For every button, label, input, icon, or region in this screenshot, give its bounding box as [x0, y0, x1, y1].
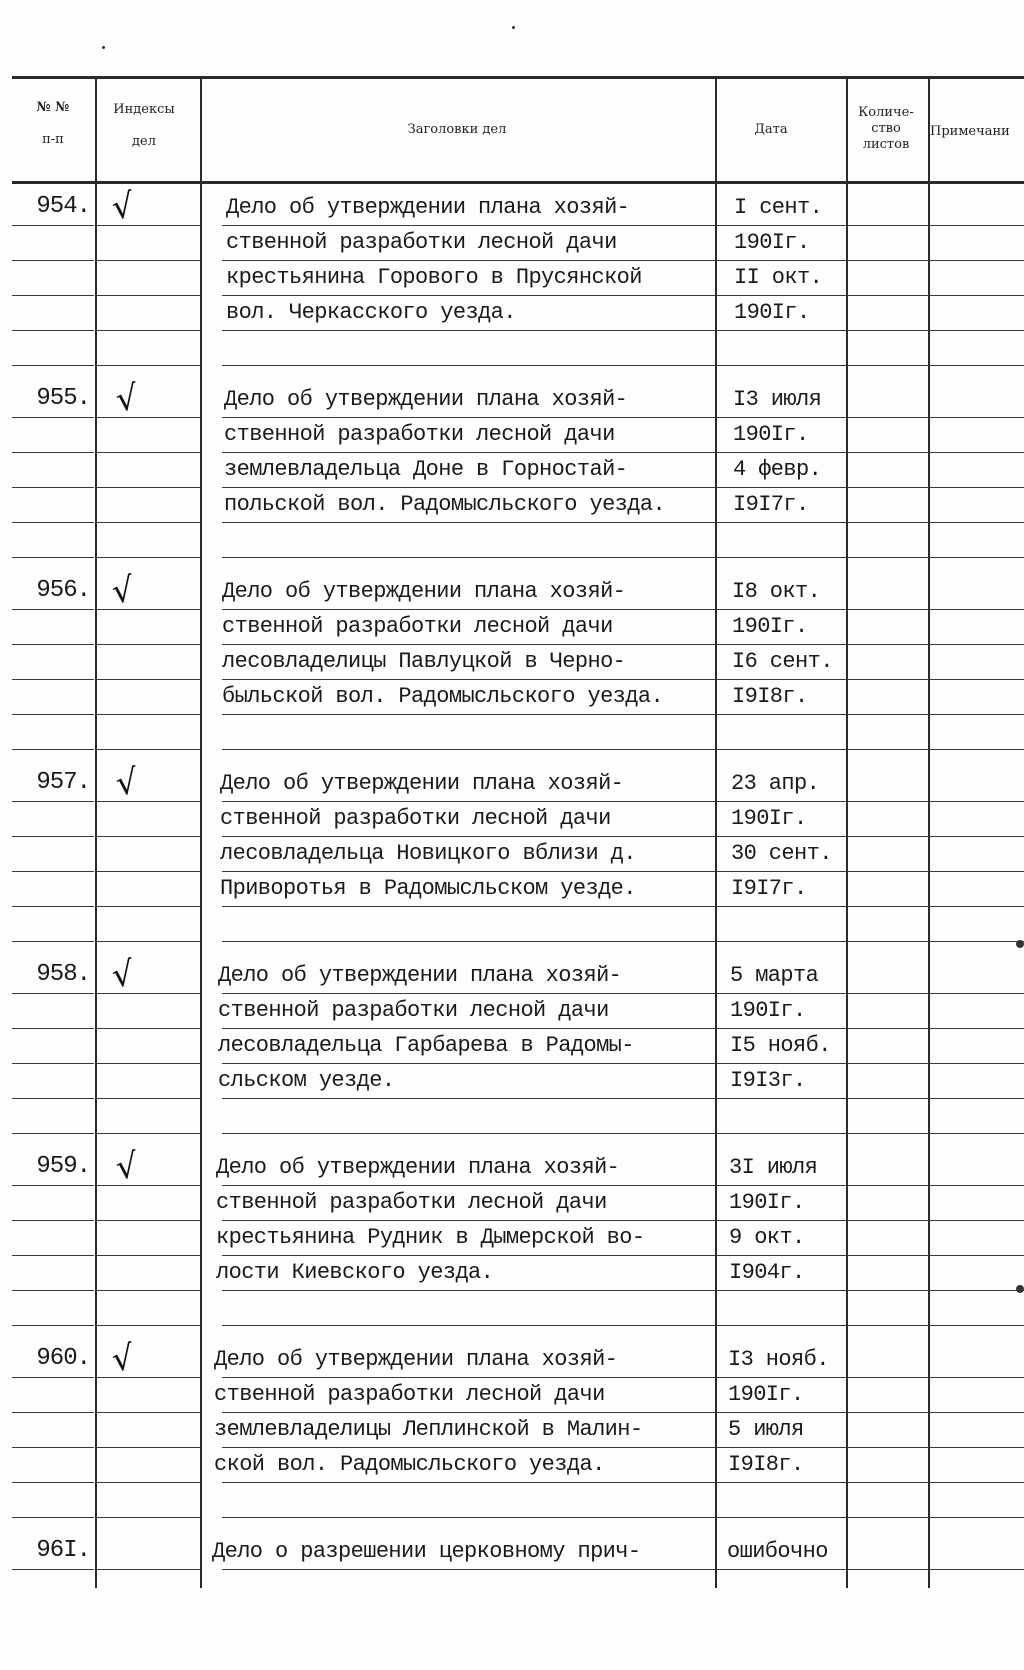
- row-rule: [848, 365, 1024, 366]
- row-rule: [97, 714, 200, 715]
- col-divider-date: [846, 78, 848, 1588]
- case-date: I9I7г.: [733, 492, 809, 517]
- case-date: I9I8г.: [728, 1452, 804, 1477]
- header-titles: Заголовки дел: [407, 122, 507, 137]
- row-rule: [222, 644, 715, 645]
- case-title-line: лости Киевского уезда.: [216, 1260, 494, 1285]
- row-rule: [222, 871, 715, 872]
- case-title-line: Дело об утверждении плана хозяй-: [220, 771, 624, 796]
- row-rule: [12, 1447, 94, 1448]
- row-rule: [12, 906, 94, 907]
- row-rule: [97, 295, 200, 296]
- row-rule: [717, 1290, 846, 1291]
- checkmark-icon: √: [113, 1145, 141, 1189]
- row-rule: [717, 295, 846, 296]
- row-rule: [97, 1412, 200, 1413]
- row-rule: [848, 871, 1024, 872]
- case-date: I9I8г.: [732, 684, 808, 709]
- row-rule: [12, 1185, 94, 1186]
- entry-number: 957.: [36, 769, 90, 796]
- case-title-line: Дело об утверждении плана хозяй-: [224, 387, 628, 412]
- row-rule: [12, 1412, 94, 1413]
- case-date: I8 окт.: [732, 579, 821, 604]
- row-rule: [222, 906, 715, 907]
- row-rule: [97, 330, 200, 331]
- row-rule: [97, 1377, 200, 1378]
- case-title-line: лесовладельца Новицкого вблизи д.: [220, 841, 636, 866]
- row-rule: [222, 365, 715, 366]
- row-rule: [222, 679, 715, 680]
- row-rule: [222, 1482, 715, 1483]
- row-rule: [848, 1569, 1024, 1570]
- case-title-line: Дело о разрешении церковному прич-: [212, 1539, 641, 1564]
- row-rule: [848, 1290, 1024, 1291]
- header-sheets-3: листов: [862, 137, 910, 152]
- checkmark-icon: √: [109, 953, 137, 997]
- row-rule: [12, 1517, 94, 1518]
- case-date: I3 нояб.: [728, 1347, 829, 1372]
- row-rule: [97, 365, 200, 366]
- row-rule: [848, 609, 1024, 610]
- row-rule: [222, 1185, 715, 1186]
- row-rule: [12, 417, 94, 418]
- row-rule: [97, 452, 200, 453]
- row-rule: [848, 801, 1024, 802]
- row-rule: [12, 452, 94, 453]
- header-index-label: Индексы: [113, 102, 175, 117]
- header-top-rule: [12, 76, 1024, 79]
- row-rule: [848, 1133, 1024, 1134]
- row-rule: [97, 557, 200, 558]
- row-rule: [848, 644, 1024, 645]
- row-rule: [12, 557, 94, 558]
- row-rule: [717, 714, 846, 715]
- row-rule: [12, 714, 94, 715]
- row-rule: [222, 295, 715, 296]
- row-rule: [848, 1517, 1024, 1518]
- row-rule: [717, 487, 846, 488]
- row-rule: [717, 522, 846, 523]
- case-title-line: ственной разработки лесной дачи: [218, 998, 609, 1023]
- row-rule: [12, 836, 94, 837]
- row-rule: [717, 417, 846, 418]
- entry-number: 956.: [36, 577, 90, 604]
- row-rule: [97, 1220, 200, 1221]
- row-rule: [222, 714, 715, 715]
- checkmark-icon: √: [109, 1337, 137, 1381]
- case-title-line: лесовладельца Гарбарева в Радомы-: [218, 1033, 634, 1058]
- row-rule: [717, 993, 846, 994]
- case-title-line: лесовладелицы Павлуцкой в Черно-: [222, 649, 626, 674]
- row-rule: [848, 1377, 1024, 1378]
- header-bottom-rule: [12, 181, 1024, 184]
- row-rule: [222, 225, 715, 226]
- row-rule: [222, 836, 715, 837]
- row-rule: [222, 749, 715, 750]
- header-index-sub: дел: [132, 134, 156, 149]
- row-rule: [12, 941, 94, 942]
- row-rule: [717, 365, 846, 366]
- row-rule: [97, 1325, 200, 1326]
- case-date: 3I июля: [729, 1155, 818, 1180]
- checkmark-icon: √: [109, 569, 137, 613]
- row-rule: [717, 749, 846, 750]
- row-rule: [848, 487, 1024, 488]
- row-rule: [848, 1098, 1024, 1099]
- row-rule: [717, 1098, 846, 1099]
- entry-number: 959.: [36, 1153, 90, 1180]
- row-rule: [97, 1133, 200, 1134]
- col-divider-sheets: [928, 78, 930, 1588]
- row-rule: [848, 1185, 1024, 1186]
- case-title-line: крестьянина Горового в Прусянской: [226, 265, 642, 290]
- row-rule: [97, 801, 200, 802]
- row-rule: [12, 679, 94, 680]
- row-rule: [222, 1290, 715, 1291]
- case-date: ошибочно: [727, 1539, 828, 1564]
- entry-number: 955.: [36, 385, 90, 412]
- row-rule: [12, 993, 94, 994]
- row-rule: [717, 679, 846, 680]
- stray-mark: [1016, 940, 1024, 948]
- row-rule: [222, 941, 715, 942]
- col-divider-num: [95, 78, 97, 1588]
- row-rule: [848, 993, 1024, 994]
- row-rule: [717, 1063, 846, 1064]
- row-rule: [12, 644, 94, 645]
- case-date: I9I7г.: [731, 876, 807, 901]
- row-rule: [97, 225, 200, 226]
- case-date: 190Iг.: [734, 300, 810, 325]
- row-rule: [97, 871, 200, 872]
- stray-mark: [512, 26, 515, 29]
- case-date: I904г.: [729, 1260, 805, 1285]
- case-title-line: ственной разработки лесной дачи: [216, 1190, 607, 1215]
- row-rule: [12, 1377, 94, 1378]
- row-rule: [848, 1220, 1024, 1221]
- stray-mark: [102, 46, 105, 49]
- case-title-line: польской вол. Радомысльского уезда.: [224, 492, 666, 517]
- header-sheets-1: Количе-: [858, 105, 914, 120]
- row-rule: [222, 557, 715, 558]
- row-rule: [12, 365, 94, 366]
- row-rule: [848, 714, 1024, 715]
- row-rule: [97, 1255, 200, 1256]
- row-rule: [97, 941, 200, 942]
- col-divider-titles: [715, 78, 717, 1588]
- row-rule: [12, 871, 94, 872]
- row-rule: [848, 1255, 1024, 1256]
- case-title-line: быльской вол. Радомысльского уезда.: [222, 684, 664, 709]
- row-rule: [222, 1255, 715, 1256]
- row-rule: [222, 1063, 715, 1064]
- row-rule: [12, 225, 94, 226]
- row-rule: [717, 452, 846, 453]
- row-rule: [717, 557, 846, 558]
- row-rule: [717, 644, 846, 645]
- checkmark-icon: √: [113, 761, 141, 805]
- case-date: 190Iг.: [729, 1190, 805, 1215]
- row-rule: [12, 1133, 94, 1134]
- row-rule: [848, 417, 1024, 418]
- row-rule: [97, 1028, 200, 1029]
- row-rule: [848, 1482, 1024, 1483]
- row-rule: [97, 1482, 200, 1483]
- row-rule: [12, 749, 94, 750]
- entry-number: 960.: [36, 1345, 90, 1372]
- row-rule: [97, 906, 200, 907]
- row-rule: [97, 749, 200, 750]
- case-title-line: ственной разработки лесной дачи: [220, 806, 611, 831]
- row-rule: [222, 487, 715, 488]
- row-rule: [97, 1569, 200, 1570]
- row-rule: [97, 993, 200, 994]
- case-date: 190Iг.: [730, 998, 806, 1023]
- case-date: 5 марта: [730, 963, 819, 988]
- row-rule: [848, 260, 1024, 261]
- row-rule: [222, 801, 715, 802]
- row-rule: [12, 609, 94, 610]
- row-rule: [848, 1325, 1024, 1326]
- checkmark-icon: √: [109, 185, 137, 229]
- row-rule: [222, 522, 715, 523]
- row-rule: [12, 487, 94, 488]
- row-rule: [222, 1412, 715, 1413]
- row-rule: [97, 1098, 200, 1099]
- header-sheets-2: ство: [871, 121, 901, 136]
- case-date: 5 июля: [728, 1417, 804, 1442]
- row-rule: [717, 941, 846, 942]
- case-date: 23 апр.: [731, 771, 820, 796]
- row-rule: [12, 1255, 94, 1256]
- row-rule: [222, 609, 715, 610]
- row-rule: [12, 1569, 94, 1570]
- case-title-line: Дело об утверждении плана хозяй-: [222, 579, 626, 604]
- case-date: I3 июля: [733, 387, 822, 412]
- entry-number: 96I.: [36, 1537, 90, 1564]
- col-divider-index: [200, 78, 202, 1588]
- row-rule: [12, 330, 94, 331]
- case-date: 190Iг.: [728, 1382, 804, 1407]
- row-rule: [717, 260, 846, 261]
- case-title-line: ственной разработки лесной дачи: [226, 230, 617, 255]
- case-date: I5 нояб.: [730, 1033, 831, 1058]
- case-title-line: вол. Черкасского уезда.: [226, 300, 516, 325]
- row-rule: [848, 557, 1024, 558]
- row-rule: [717, 1220, 846, 1221]
- case-date: 190Iг.: [734, 230, 810, 255]
- row-rule: [97, 522, 200, 523]
- case-title-line: Дело об утверждении плана хозяй-: [226, 195, 630, 220]
- row-rule: [97, 260, 200, 261]
- row-rule: [848, 225, 1024, 226]
- row-rule: [848, 452, 1024, 453]
- row-rule: [717, 1185, 846, 1186]
- row-rule: [848, 1063, 1024, 1064]
- case-date: 190Iг.: [733, 422, 809, 447]
- row-rule: [222, 260, 715, 261]
- row-rule: [848, 1412, 1024, 1413]
- row-rule: [222, 993, 715, 994]
- row-rule: [222, 1569, 715, 1570]
- row-rule: [848, 1447, 1024, 1448]
- case-title-line: Дело об утверждении плана хозяй-: [214, 1347, 618, 1372]
- header-num: [18, 100, 88, 147]
- row-rule: [12, 1220, 94, 1221]
- row-rule: [12, 295, 94, 296]
- row-rule: [717, 1482, 846, 1483]
- row-rule: [848, 749, 1024, 750]
- row-rule: [222, 452, 715, 453]
- row-rule: [12, 801, 94, 802]
- entry-number: 958.: [36, 961, 90, 988]
- header-notes: Примечани: [930, 124, 1010, 139]
- row-rule: [97, 679, 200, 680]
- case-title-line: ственной разработки лесной дачи: [224, 422, 615, 447]
- row-rule: [222, 1098, 715, 1099]
- row-rule: [222, 417, 715, 418]
- row-rule: [97, 1185, 200, 1186]
- row-rule: [717, 225, 846, 226]
- row-rule: [717, 906, 846, 907]
- row-rule: [848, 836, 1024, 837]
- header-date: Дата: [754, 122, 788, 137]
- case-title-line: крестьянина Рудник в Дымерской во-: [216, 1225, 645, 1250]
- case-date: I6 сент.: [732, 649, 833, 674]
- row-rule: [12, 1028, 94, 1029]
- case-title-line: землевладелицы Леплинской в Малин-: [214, 1417, 643, 1442]
- row-rule: [97, 417, 200, 418]
- case-title-line: ской вол. Радомысльского уезда.: [214, 1452, 605, 1477]
- row-rule: [848, 522, 1024, 523]
- row-rule: [222, 1133, 715, 1134]
- row-rule: [12, 1098, 94, 1099]
- case-title-line: Приворотья в Радомысльском уезде.: [220, 876, 636, 901]
- row-rule: [222, 1517, 715, 1518]
- case-date: I9I3г.: [730, 1068, 806, 1093]
- header-sheets: [846, 105, 926, 153]
- row-rule: [848, 906, 1024, 907]
- row-rule: [97, 644, 200, 645]
- row-rule: [222, 1325, 715, 1326]
- row-rule: [717, 1412, 846, 1413]
- case-title-line: Дело об утверждении плана хозяй-: [218, 963, 622, 988]
- case-date: 30 сент.: [731, 841, 832, 866]
- row-rule: [717, 1325, 846, 1326]
- case-title-line: ственной разработки лесной дачи: [214, 1382, 605, 1407]
- row-rule: [12, 1482, 94, 1483]
- row-rule: [97, 1063, 200, 1064]
- row-rule: [848, 295, 1024, 296]
- row-rule: [717, 1133, 846, 1134]
- row-rule: [717, 1569, 846, 1570]
- row-rule: [717, 836, 846, 837]
- row-rule: [222, 1220, 715, 1221]
- entry-number: 954.: [36, 193, 90, 220]
- row-rule: [848, 1028, 1024, 1029]
- case-title-line: Дело об утверждении плана хозяй-: [216, 1155, 620, 1180]
- case-title-line: землевладельца Доне в Горностай-: [224, 457, 628, 482]
- header-num-sub: п-п: [42, 132, 64, 147]
- checkmark-icon: √: [113, 377, 141, 421]
- row-rule: [97, 609, 200, 610]
- row-rule: [222, 1028, 715, 1029]
- row-rule: [717, 1255, 846, 1256]
- row-rule: [222, 330, 715, 331]
- header-index: [98, 102, 190, 149]
- case-date: I сент.: [734, 195, 823, 220]
- row-rule: [717, 1447, 846, 1448]
- row-rule: [848, 330, 1024, 331]
- row-rule: [12, 1325, 94, 1326]
- row-rule: [12, 1290, 94, 1291]
- row-rule: [97, 1517, 200, 1518]
- stray-mark: [1016, 1285, 1024, 1293]
- row-rule: [717, 801, 846, 802]
- row-rule: [222, 1377, 715, 1378]
- row-rule: [848, 679, 1024, 680]
- case-date: II окт.: [734, 265, 823, 290]
- case-date: 9 окт.: [729, 1225, 805, 1250]
- row-rule: [97, 1447, 200, 1448]
- row-rule: [717, 1377, 846, 1378]
- row-rule: [97, 836, 200, 837]
- case-title-line: сльском уезде.: [218, 1068, 395, 1093]
- row-rule: [717, 1028, 846, 1029]
- row-rule: [12, 522, 94, 523]
- row-rule: [717, 871, 846, 872]
- case-date: 4 февр.: [733, 457, 822, 482]
- case-date: 190Iг.: [731, 806, 807, 831]
- row-rule: [97, 1290, 200, 1291]
- header-num-label: № №: [36, 100, 70, 115]
- row-rule: [12, 260, 94, 261]
- row-rule: [717, 1517, 846, 1518]
- row-rule: [97, 487, 200, 488]
- row-rule: [12, 1063, 94, 1064]
- case-date: 190Iг.: [732, 614, 808, 639]
- row-rule: [222, 1447, 715, 1448]
- row-rule: [717, 330, 846, 331]
- row-rule: [848, 941, 1024, 942]
- case-title-line: ственной разработки лесной дачи: [222, 614, 613, 639]
- row-rule: [717, 609, 846, 610]
